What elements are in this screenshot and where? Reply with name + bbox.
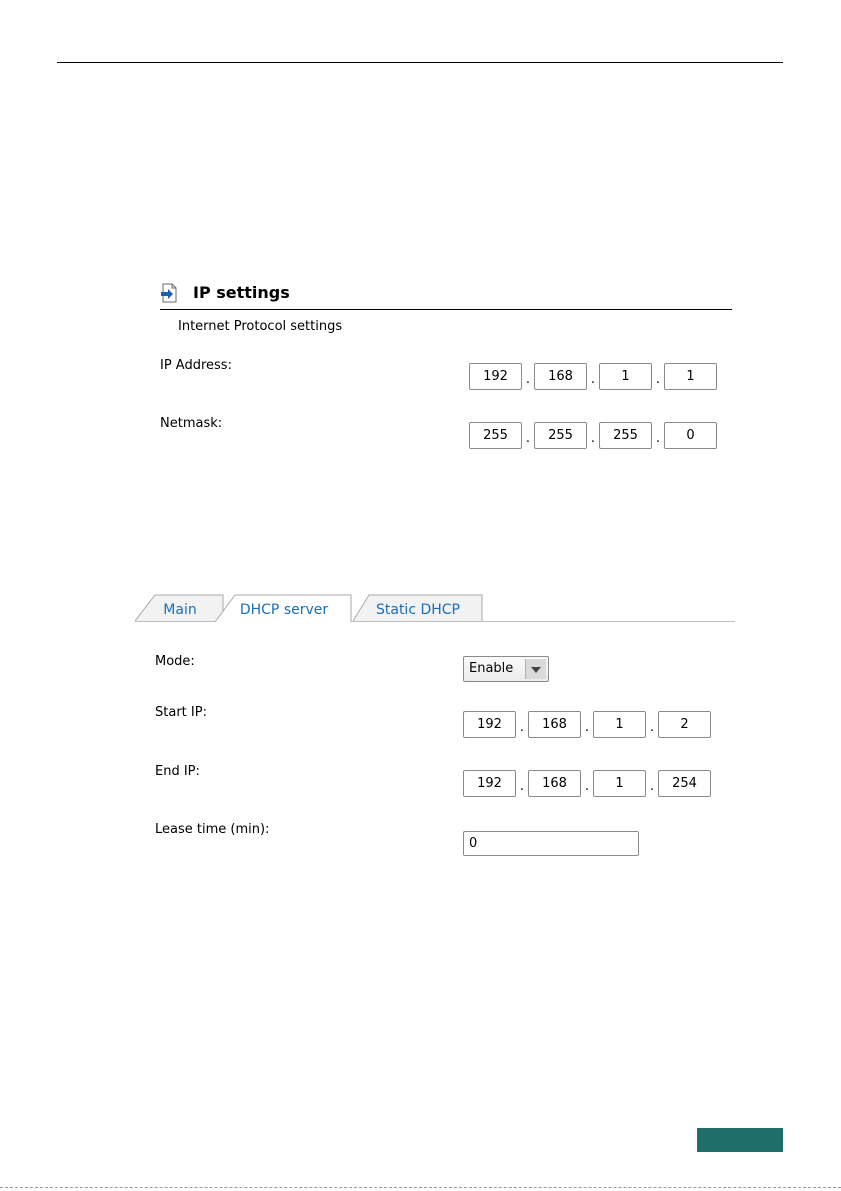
start-ip-field: 192 . 168 . 1 . 2 (463, 713, 711, 738)
mode-select-value: Enable (469, 661, 514, 676)
netmask-octet-4[interactable] (664, 422, 717, 449)
end-ip-field: 192 . 168 . 1 . 254 (463, 772, 711, 797)
ip-settings-subtitle: Internet Protocol settings (178, 319, 343, 334)
ip-address-octet-1[interactable] (469, 363, 522, 390)
netmask-label: Netmask: (160, 416, 223, 431)
tab-dhcp-server[interactable] (215, 594, 353, 621)
ip-settings-title: IP settings (193, 283, 290, 302)
end-ip-octet-1[interactable] (463, 770, 516, 797)
mode-select[interactable] (463, 656, 549, 682)
start-ip-label: Start IP: (155, 705, 207, 720)
tab-static-dhcp-label: Static DHCP (375, 602, 460, 618)
netmask-octet-2[interactable] (534, 422, 587, 449)
ip-settings-header (160, 281, 732, 310)
settings-tabs (135, 594, 735, 622)
tab-static-dhcp[interactable] (353, 594, 483, 621)
ip-address-field: 192 . 168 . 1 . 1 (469, 365, 717, 390)
ip-address-octet-4[interactable] (664, 363, 717, 390)
tab-main[interactable] (135, 594, 225, 621)
ip-address-octet-3[interactable] (599, 363, 652, 390)
ip-address-label: IP Address: (160, 358, 232, 373)
header-rule (57, 62, 783, 63)
netmask-octet-3[interactable] (599, 422, 652, 449)
lease-time-input[interactable] (463, 831, 639, 856)
mode-label: Mode: (155, 654, 195, 669)
end-ip-label: End IP: (155, 764, 200, 779)
tab-main-label: Main (163, 602, 197, 618)
netmask-octet-1[interactable] (469, 422, 522, 449)
end-ip-octet-2[interactable] (528, 770, 581, 797)
end-ip-octet-4[interactable] (658, 770, 711, 797)
tab-dhcp-server-label: DHCP server (239, 602, 329, 618)
page-footer-tab (697, 1128, 783, 1152)
chevron-down-icon[interactable] (525, 659, 546, 679)
page-cut-line (0, 1187, 841, 1188)
start-ip-octet-2[interactable] (528, 711, 581, 738)
start-ip-octet-1[interactable] (463, 711, 516, 738)
start-ip-octet-4[interactable] (658, 711, 711, 738)
netmask-field: 255 . 255 . 255 . 0 (469, 424, 717, 449)
lease-time-label: Lease time (min): (155, 822, 270, 837)
ip-address-octet-2[interactable] (534, 363, 587, 390)
page-arrow-icon (160, 283, 178, 303)
start-ip-octet-3[interactable] (593, 711, 646, 738)
end-ip-octet-3[interactable] (593, 770, 646, 797)
